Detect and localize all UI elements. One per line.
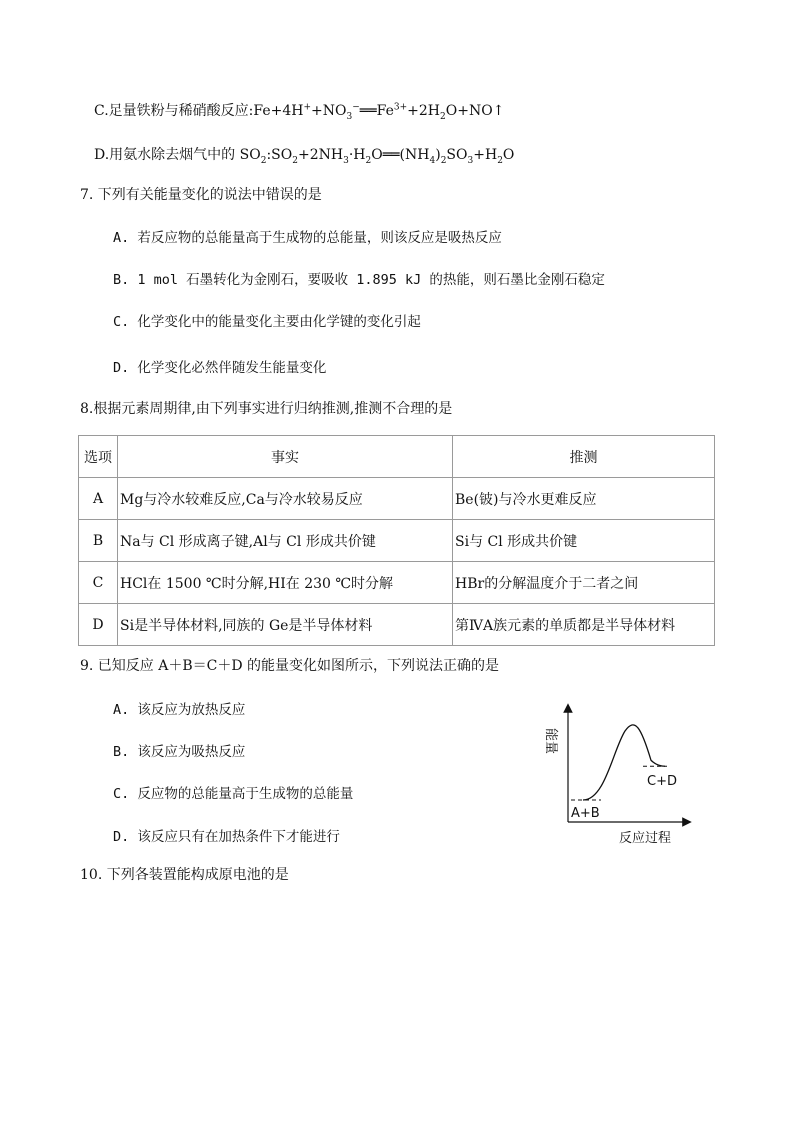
header-fact: 事实	[118, 436, 453, 478]
q9-option-a: A. 该反应为放热反应	[113, 702, 246, 718]
q9-stem: 9. 已知反应 A＋B＝C＋D 的能量变化如图所示，下列说法正确的是	[80, 658, 500, 674]
q7-option-d: D. 化学变化必然伴随发生能量变化	[113, 360, 327, 376]
energy-diagram	[535, 700, 700, 850]
q7-option-a: A. 若反应物的总能量高于生成物的总能量，则该反应是吸热反应	[113, 230, 502, 246]
q10-stem: 10. 下列各装置能构成原电池的是	[80, 867, 289, 883]
q8-stem: 8.根据元素周期律,由下列事实进行归纳推测,推测不合理的是	[80, 401, 453, 417]
q7-option-b: B. 1 mol 石墨转化为金刚石，要吸收 1.895 kJ 的热能，则石墨比金刚石稳定	[113, 272, 605, 288]
table-header-row	[79, 436, 715, 478]
table-row	[79, 478, 715, 520]
row-fact: Mg与冷水较难反应,Ca与冷水较易反应	[118, 478, 453, 520]
row-inference: 第ⅣA族元素的单质都是半导体材料	[453, 604, 715, 646]
row-inference: Be(铍)与冷水更难反应	[453, 478, 715, 520]
row-fact: Si是半导体材料,同族的 Ge是半导体材料	[118, 604, 453, 646]
table-row	[79, 520, 715, 562]
row-fact: Na与 Cl 形成离子键,Al与 Cl 形成共价键	[118, 520, 453, 562]
row-option: D	[79, 604, 118, 646]
row-option: A	[79, 478, 118, 520]
row-option: B	[79, 520, 118, 562]
q8-table	[78, 435, 715, 646]
product-label: C+D	[647, 774, 677, 789]
row-fact: HCl在 1500 ℃时分解,HI在 230 ℃时分解	[118, 562, 453, 604]
table-row	[79, 562, 715, 604]
row-inference: Si与 Cl 形成共价键	[453, 520, 715, 562]
header-option: 选项	[79, 436, 118, 478]
reactant-label: A+B	[571, 806, 600, 821]
header-inference: 推测	[453, 436, 715, 478]
q9-option-c: C. 反应物的总能量高于生成物的总能量	[113, 786, 354, 802]
x-axis-label: 反应过程	[619, 831, 672, 846]
row-inference: HBr的分解温度介于二者之间	[453, 562, 715, 604]
q6-option-d: D.用氨水除去烟气中的 $SO_2:SO_2+2NH_3\cdot H_2O══(NH_4)_2SO_3+H_2O$	[94, 147, 515, 166]
q9-option-d: D. 该反应只有在加热条件下才能进行	[113, 829, 340, 845]
q9-option-b: B. 该反应为吸热反应	[113, 744, 246, 760]
y-axis-label: 能量	[543, 728, 558, 755]
q7-option-c: C. 化学变化中的能量变化主要由化学键的变化引起	[113, 314, 421, 330]
q6-option-c: C.足量铁粉与稀硝酸反应$:Fe+4H^++NO_3^-══Fe^{3+}+2H_2O+NO↑$	[94, 102, 505, 122]
q7-stem: 7. 下列有关能量变化的说法中错误的是	[80, 187, 322, 203]
table-row	[79, 604, 715, 646]
row-option: C	[79, 562, 118, 604]
